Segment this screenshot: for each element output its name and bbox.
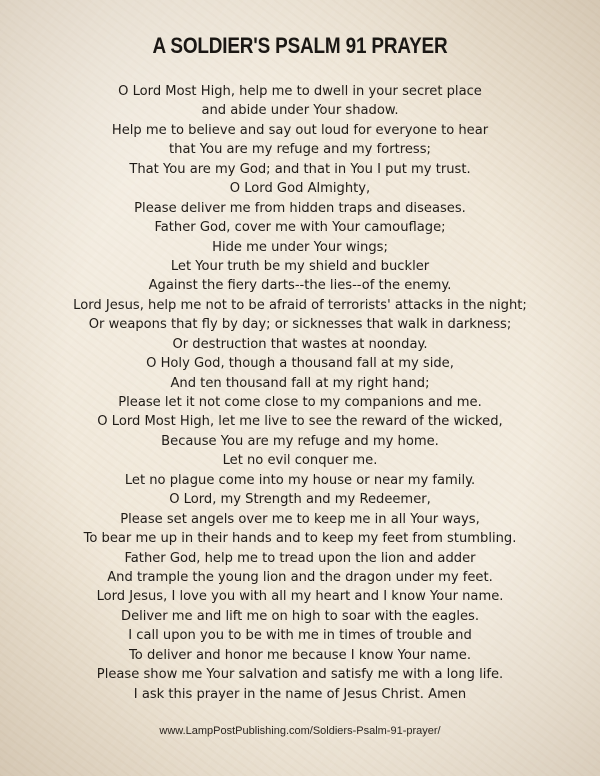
prayer-line: Father God, cover me with Your camouflage; <box>154 220 446 236</box>
prayer-line: I call upon you to be with me in times of trouble and <box>128 628 472 644</box>
prayer-line: Hide me under Your wings; <box>212 239 388 255</box>
prayer-line: I ask this prayer in the name of Jesus Christ. Amen <box>133 686 467 702</box>
footer-url: www.LampPostPublishing.com/Soldiers-Psalm-91-prayer/ <box>159 725 441 737</box>
prayer-line: Help me to believe and say out loud for everyone to hear <box>111 122 489 138</box>
prayer-line: Because You are my refuge and my home. <box>161 433 439 449</box>
prayer-line: Please let it not come close to my companions and me. <box>118 395 482 410</box>
prayer-line: And trample the young lion and the dragon under my feet. <box>107 569 493 585</box>
prayer-line: Or destruction that wastes at noonday. <box>172 336 428 352</box>
prayer-line: that You are my refuge and my fortress; <box>169 142 431 158</box>
prayer-line: Let no plague come into my house or near my family. <box>124 472 476 488</box>
prayer-line: Father God, help me to tread upon the lion and adder <box>124 550 476 566</box>
prayer-line: Let no evil conquer me. <box>222 453 378 469</box>
prayer-line: O Lord, my Strength and my Redeemer, <box>169 492 431 508</box>
prayer-line: Please set angels over me to keep me in all Your ways, <box>120 511 480 527</box>
prayer-line: O Lord Most High, let me live to see the reward of the wicked, <box>97 414 503 430</box>
prayer-line: Deliver me and lift me on high to soar with the eagles. <box>120 608 479 624</box>
page-title: A SOLDIER'S PSALM 91 PRAYER <box>152 33 448 58</box>
prayer-line: O Lord God Almighty, <box>229 181 371 197</box>
prayer-text <box>0 82 600 704</box>
prayer-line: To deliver and honor me because I know Your name. <box>129 647 471 663</box>
prayer-line: Please show me Your salvation and satisfy me with a long life. <box>96 667 504 683</box>
prayer-line: O Lord Most High, help me to dwell in your secret place <box>118 84 482 99</box>
prayer-line: Lord Jesus, help me not to be afraid of terrorists' attacks in the night; <box>73 297 527 313</box>
prayer-line: To bear me up in their hands and to keep my feet from stumbling. <box>83 531 517 547</box>
prayer-line: Let Your truth be my shield and buckler <box>170 258 430 274</box>
prayer-line: and abide under Your shadow. <box>201 103 399 119</box>
prayer-line: That You are my God; and that in You I put my trust. <box>129 161 471 177</box>
prayer-line: Against the fiery darts--the lies--of the enemy. <box>148 278 452 294</box>
prayer-line: Lord Jesus, I love you with all my heart and I know Your name. <box>96 589 504 605</box>
prayer-line: O Holy God, though a thousand fall at my side, <box>146 356 454 372</box>
prayer-line: And ten thousand fall at my right hand; <box>170 375 430 391</box>
prayer-line: Please deliver me from hidden traps and diseases. <box>134 200 466 216</box>
prayer-line: Or weapons that fly by day; or sicknesses that walk in darkness; <box>88 317 512 333</box>
